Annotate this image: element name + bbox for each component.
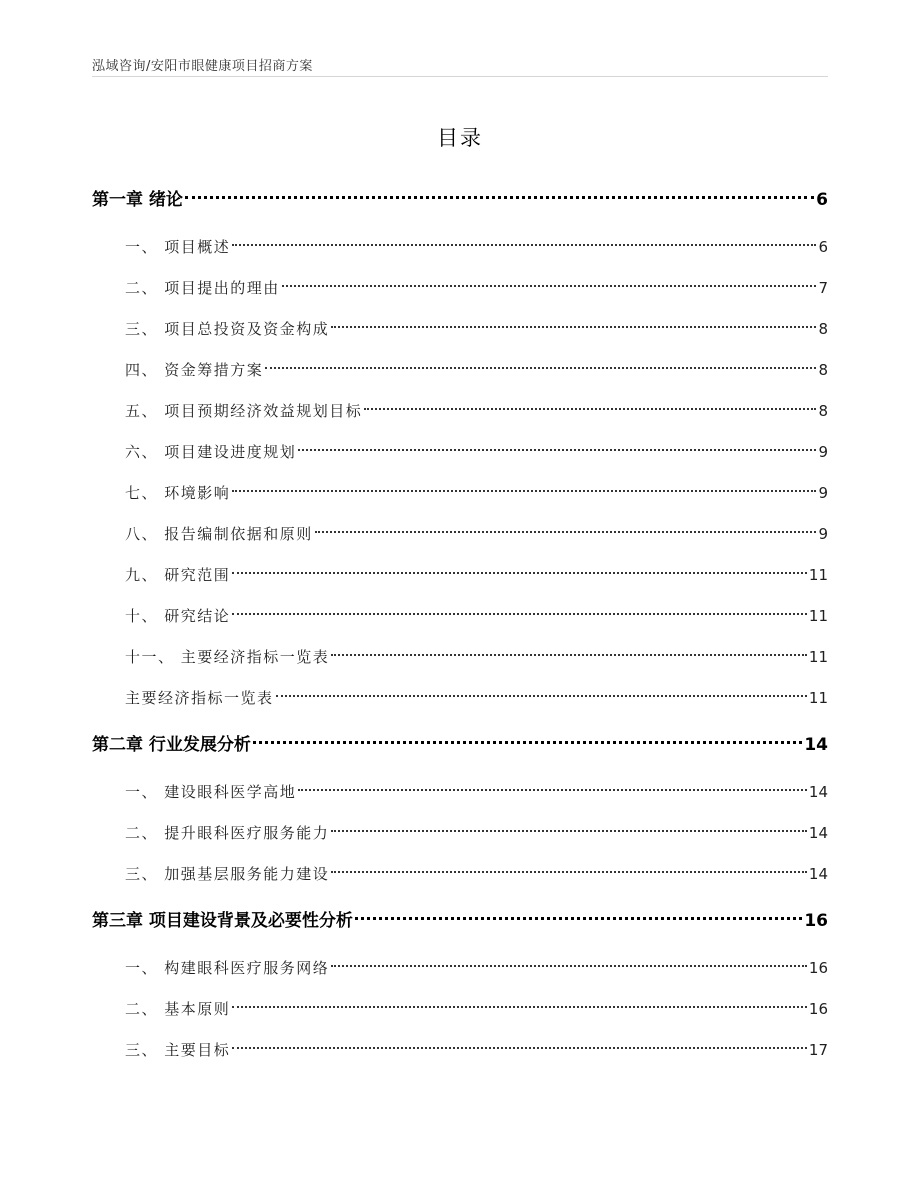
toc-page-number: 6 [816,190,828,210]
dot-leader [331,871,807,873]
toc-entry-title: 主要经济指标一览表 [125,689,274,707]
toc-section-entry[interactable] [92,596,828,637]
running-header: 泓域咨询/安阳市眼健康项目招商方案 [92,59,313,74]
toc-section-entry[interactable] [92,854,828,895]
toc-section-entry[interactable] [92,1030,828,1071]
toc-section-entry[interactable] [92,391,828,432]
toc-page-number: 11 [808,648,828,666]
dot-leader [364,408,816,410]
dot-leader [298,449,816,451]
toc-page-number: 14 [808,824,828,842]
toc-chapter-entry[interactable] [92,725,828,766]
toc-entry-title: 十、 研究结论 [125,607,231,625]
dot-leader [185,196,814,199]
toc-page-number: 16 [808,1000,828,1018]
toc-page-number: 8 [818,361,828,379]
dot-leader [355,917,802,920]
dot-leader [232,490,816,492]
toc-section-entry[interactable] [92,989,828,1030]
dot-leader [331,326,816,328]
toc-section-entry[interactable] [92,268,828,309]
toc-page-number: 9 [818,443,828,461]
toc-entry-title: 三、 主要目标 [125,1041,231,1059]
toc-entry-title: 一、 构建眼科医疗服务网络 [125,959,330,977]
toc-page-number: 8 [818,402,828,420]
toc-entry-title: 第二章 行业发展分析 [92,735,251,755]
toc-entry-title: 八、 报告编制依据和原则 [125,525,313,543]
toc-entry-title: 第三章 项目建设背景及必要性分析 [92,911,353,931]
dot-leader [232,572,807,574]
toc-section-entry[interactable] [92,473,828,514]
toc-page-number: 16 [804,911,828,931]
toc-section-entry[interactable] [92,678,828,719]
dot-leader [298,789,807,791]
toc-page-number: 9 [818,525,828,543]
toc-page-number: 11 [808,689,828,707]
toc-entry-title: 七、 环境影响 [125,484,231,502]
dot-leader [331,830,807,832]
toc-page-number: 9 [818,484,828,502]
toc-page-number: 6 [818,238,828,256]
toc-section-entry[interactable] [92,514,828,555]
dot-leader [315,531,817,533]
toc-page-number: 11 [808,566,828,584]
dot-leader [232,1006,807,1008]
toc-entry-title: 五、 项目预期经济效益规划目标 [125,402,363,420]
toc-chapter-entry[interactable] [92,901,828,942]
toc-section-entry[interactable] [92,813,828,854]
toc-section-entry[interactable] [92,432,828,473]
dot-leader [331,654,807,656]
dot-leader [253,741,802,744]
toc-section-entry[interactable] [92,772,828,813]
toc-section-entry[interactable] [92,309,828,350]
toc-chapter-entry[interactable] [92,180,828,221]
header-divider [92,76,828,77]
toc-section-entry[interactable] [92,227,828,268]
toc-entry-title: 九、 研究范围 [125,566,231,584]
toc-entry-title: 二、 项目提出的理由 [125,279,280,297]
toc-section-entry[interactable] [92,637,828,678]
toc-page-number: 14 [808,865,828,883]
table-of-contents [92,180,828,1071]
toc-entry-title: 二、 基本原则 [125,1000,231,1018]
toc-entry-title: 十一、 主要经济指标一览表 [125,648,330,666]
toc-page-number: 17 [808,1041,828,1059]
dot-leader [232,613,807,615]
dot-leader [331,965,807,967]
dot-leader [232,1047,807,1049]
toc-entry-title: 六、 项目建设进度规划 [125,443,297,461]
toc-entry-title: 四、 资金筹措方案 [125,361,264,379]
dot-leader [232,244,816,246]
toc-title: 目录 [437,126,483,150]
toc-page-number: 7 [818,279,828,297]
toc-entry-title: 三、 项目总投资及资金构成 [125,320,330,338]
toc-entry-title: 一、 项目概述 [125,238,231,256]
toc-page-number: 16 [808,959,828,977]
toc-section-entry[interactable] [92,948,828,989]
toc-page-number: 11 [808,607,828,625]
dot-leader [282,285,817,287]
dot-leader [265,367,816,369]
toc-section-entry[interactable] [92,555,828,596]
toc-entry-title: 三、 加强基层服务能力建设 [125,865,330,883]
toc-page-number: 14 [804,735,828,755]
dot-leader [276,695,807,697]
toc-entry-title: 一、 建设眼科医学高地 [125,783,297,801]
toc-entry-title: 第一章 绪论 [92,190,183,210]
toc-entry-title: 二、 提升眼科医疗服务能力 [125,824,330,842]
toc-page-number: 8 [818,320,828,338]
toc-section-entry[interactable] [92,350,828,391]
toc-page-number: 14 [808,783,828,801]
